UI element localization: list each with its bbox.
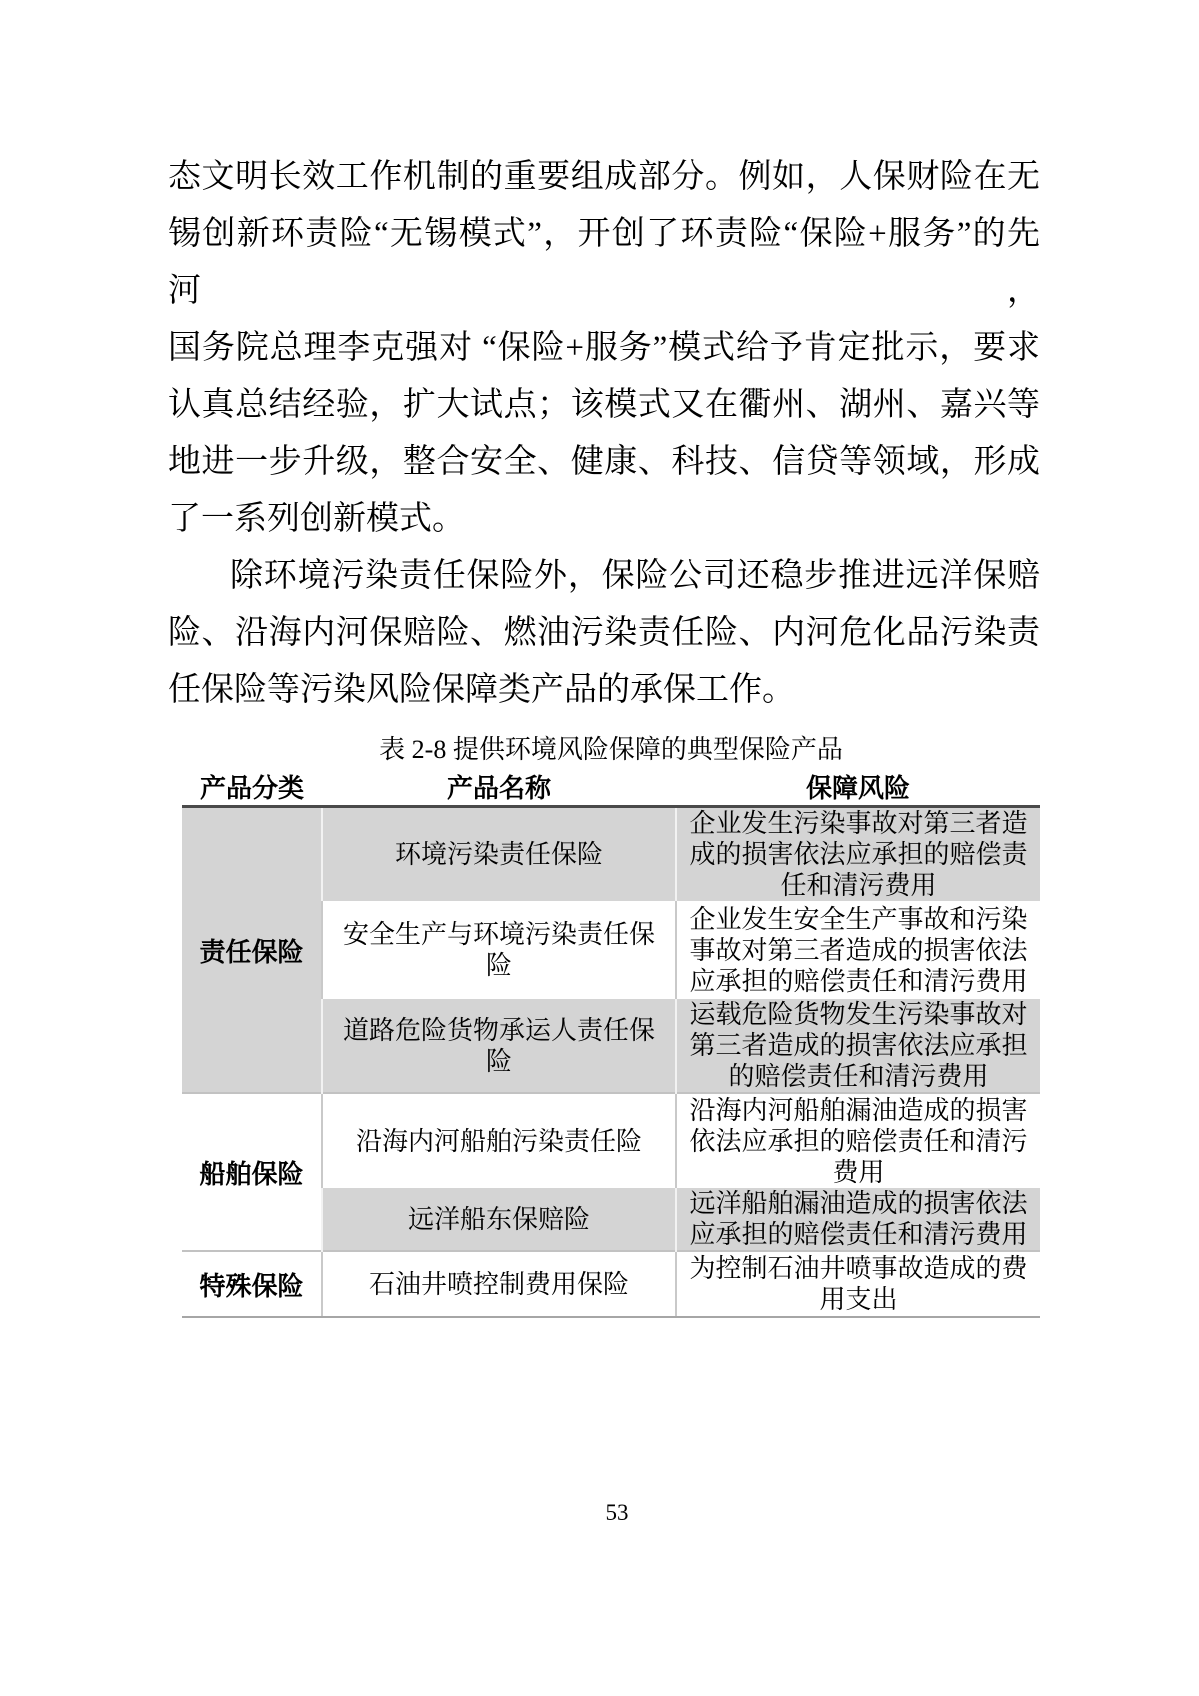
text-line: 锡创新环责险“无锡模式”，开创了环责险“保险+服务”的先河，: [168, 216, 1040, 309]
text-line: 任保险等污染风险保障类产品的承保工作。: [168, 672, 795, 708]
table-caption: 表 2-8 提供环境风险保障的典型保险产品: [379, 735, 843, 764]
insurance-products-table: [182, 768, 1040, 1318]
category-cell: 特殊保险: [182, 1251, 322, 1317]
column-header-product-name: 产品名称: [322, 768, 676, 807]
table-row: [182, 807, 1040, 902]
text-line: 认真总结经验，扩大试点；该模式又在衢州、湖州、嘉兴等: [168, 387, 1040, 423]
product-name-cell: 石油井喷控制费用保险: [322, 1251, 676, 1317]
text-line: 除环境污染责任保险外，保险公司还稳步推进远洋保赔: [230, 558, 1040, 594]
table-row: [182, 1093, 1040, 1188]
body-text: [168, 149, 1040, 719]
covered-risk-cell: 企业发生污染事故对第三者造成的损害依法应承担的赔偿责任和清污费用: [676, 807, 1040, 902]
column-header-covered-risk: 保障风险: [676, 768, 1040, 807]
covered-risk-cell: 远洋船舶漏油造成的损害依法应承担的赔偿责任和清污费用: [676, 1188, 1040, 1251]
product-name-cell: 环境污染责任保险: [322, 807, 676, 902]
text-line: 险、沿海内河保赔险、燃油污染责任险、内河危化品污染责: [168, 615, 1040, 651]
category-cell: 船舶保险: [182, 1093, 322, 1251]
product-name-cell: 道路危险货物承运人责任保险: [322, 999, 676, 1093]
product-name-cell: 安全生产与环境污染责任保险: [322, 901, 676, 999]
category-cell: 责任保险: [182, 807, 322, 1094]
text-line: 国务院总理李克强对 “保险+服务”模式给予肯定批示，要求: [168, 330, 1040, 366]
covered-risk-cell: 为控制石油井喷事故造成的费用支出: [676, 1251, 1040, 1317]
covered-risk-cell: 沿海内河船舶漏油造成的损害依法应承担的赔偿责任和清污费用: [676, 1093, 1040, 1188]
table-header-row: [182, 768, 1040, 807]
page-number: 53: [605, 1500, 629, 1525]
paragraph-2: [168, 548, 1040, 719]
table-row: [182, 1251, 1040, 1317]
covered-risk-cell: 企业发生安全生产事故和污染事故对第三者造成的损害依法应承担的赔偿责任和清污费用: [676, 901, 1040, 999]
product-name-cell: 沿海内河船舶污染责任险: [322, 1093, 676, 1188]
text-line: 了一系列创新模式。: [168, 501, 465, 537]
text-line: 地进一步升级，整合安全、健康、科技、信贷等领域，形成: [168, 444, 1040, 480]
paragraph-1: [168, 149, 1040, 548]
text-line: 态文明长效工作机制的重要组成部分。例如，人保财险在无: [168, 159, 1040, 195]
product-name-cell: 远洋船东保赔险: [322, 1188, 676, 1251]
insurance-products-table-wrap: [182, 768, 1040, 1318]
column-header-category: 产品分类: [182, 768, 322, 807]
covered-risk-cell: 运载危险货物发生污染事故对第三者造成的损害依法应承担的赔偿责任和清污费用: [676, 999, 1040, 1093]
